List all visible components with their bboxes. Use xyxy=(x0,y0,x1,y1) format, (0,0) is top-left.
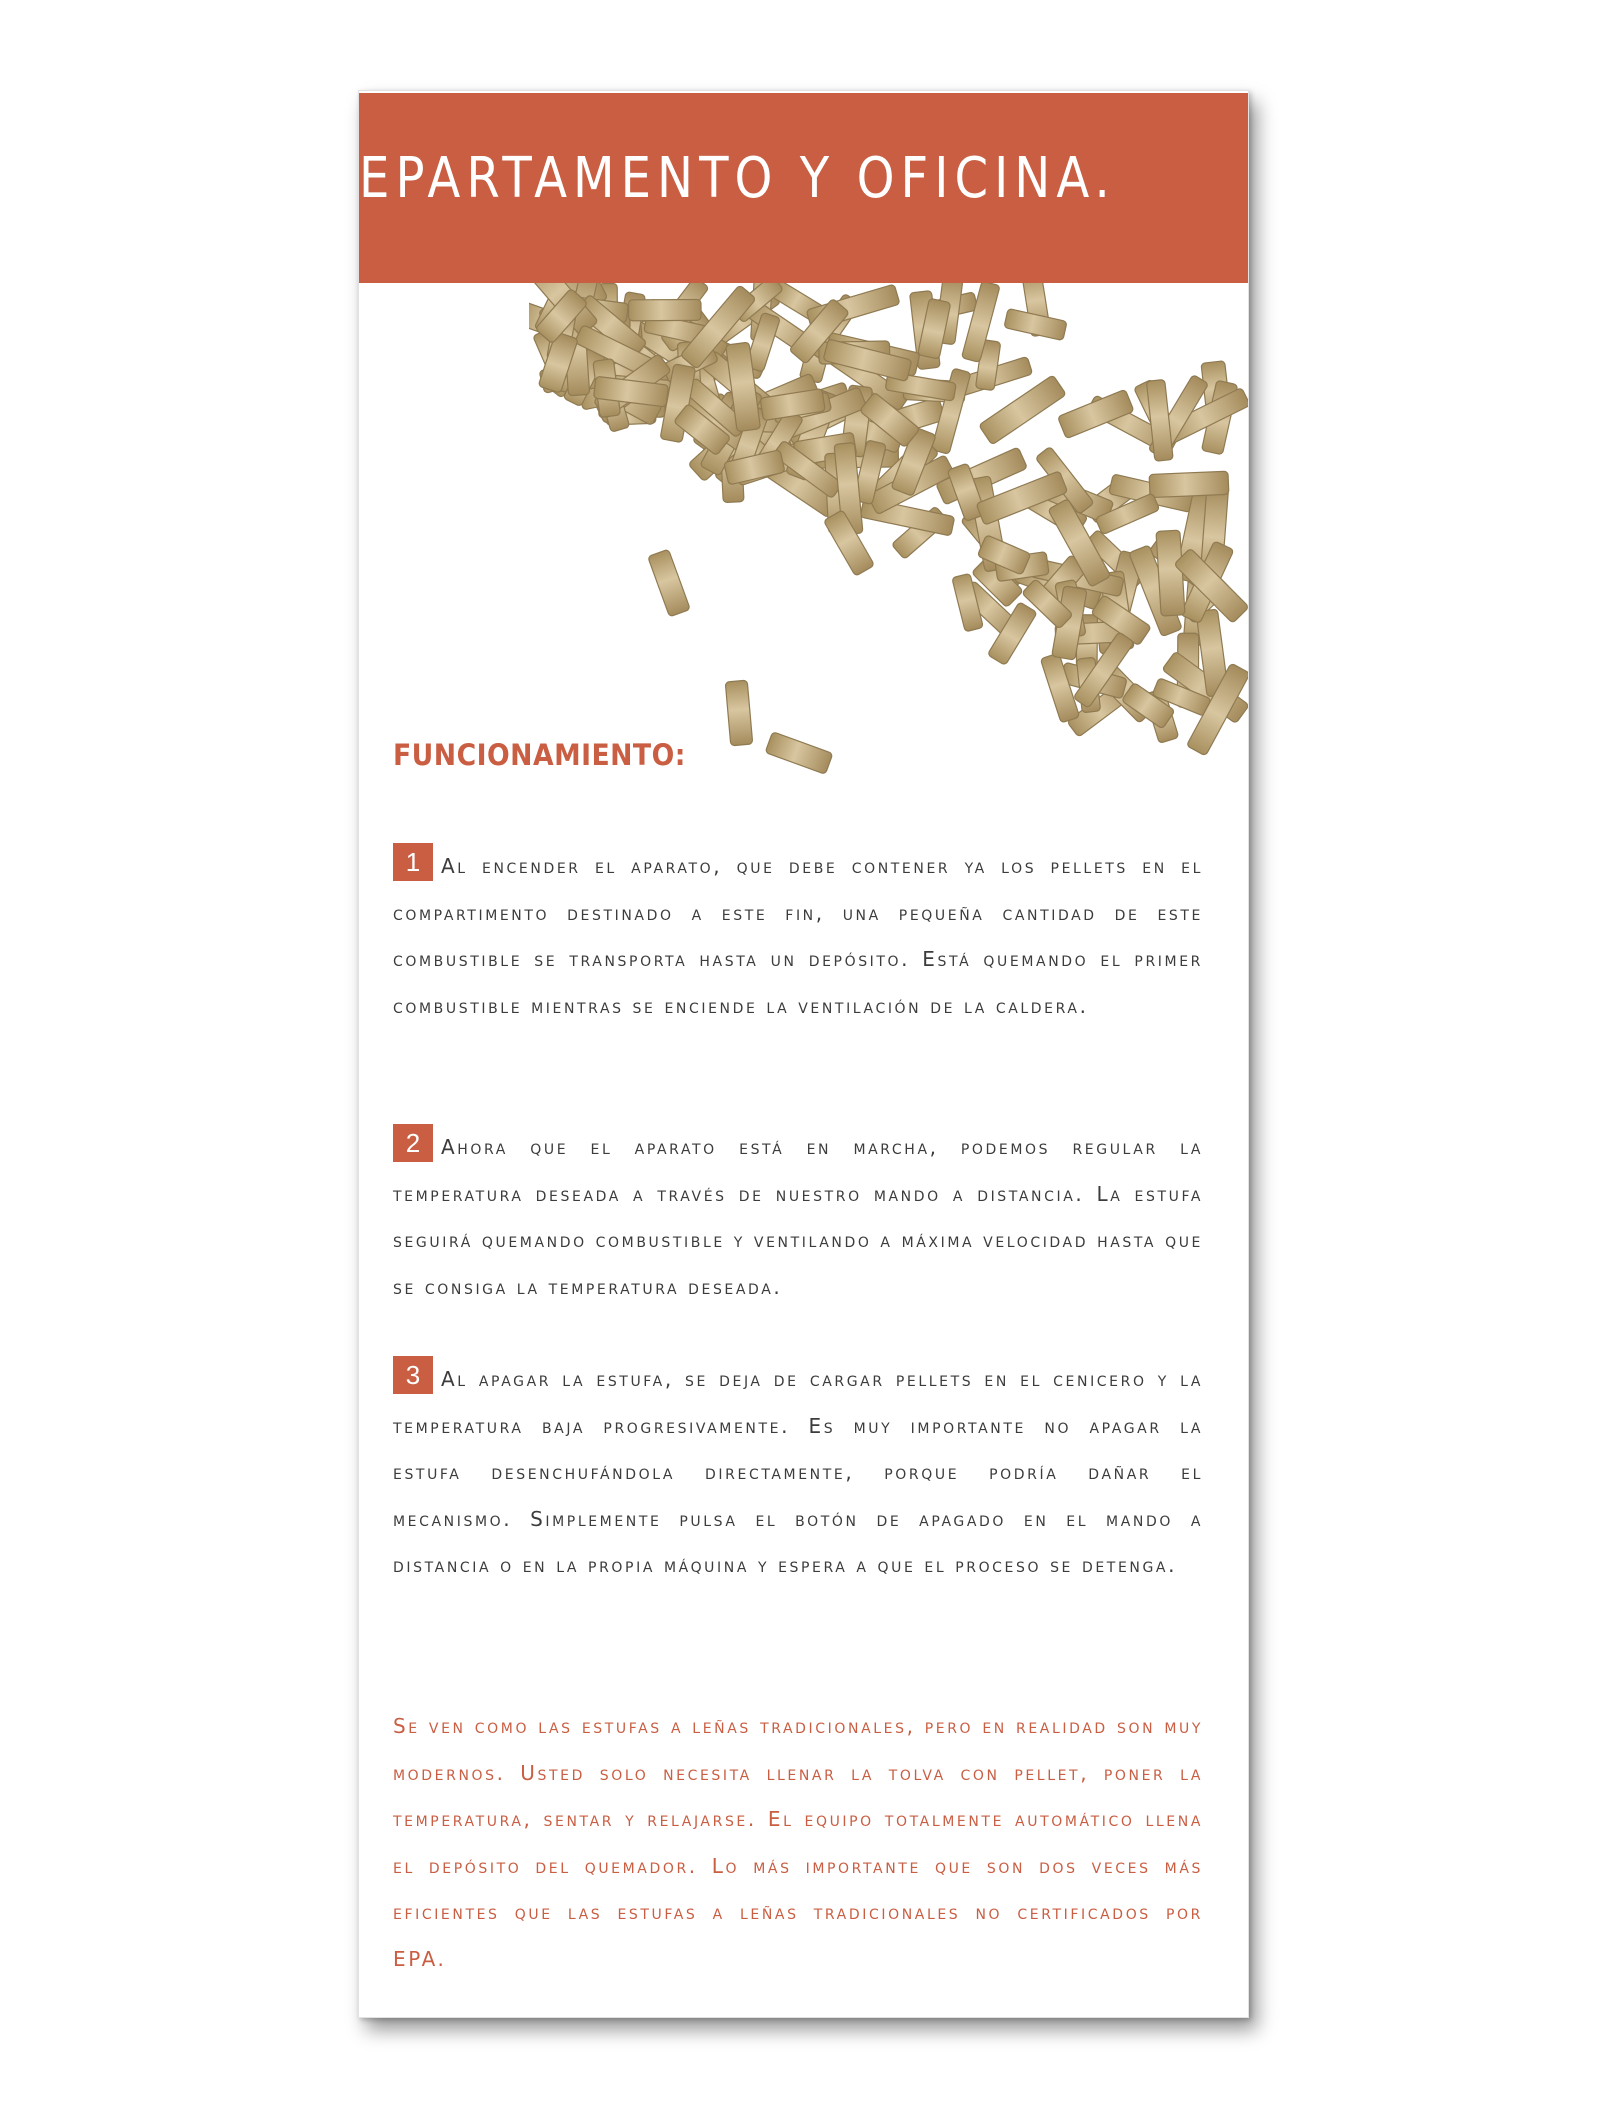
step-3 xyxy=(393,1356,1203,1589)
step-number-badge: 2 xyxy=(393,1124,433,1162)
closing-paragraph: Se ven como las estufas a leñas tradicionales, pero en realidad son muy modernos. Usted solo necesita llenar la tolva con pellet, poner la temperatura, sentar y relajarse. El equipo totalmente automático llena el depósito del quemador. Lo más importante que son dos veces más eficientes que las estufas a leñas tradicionales no certificados por EPA. xyxy=(393,1714,1203,1971)
brochure-card xyxy=(358,90,1249,2018)
pellet-shape xyxy=(725,680,752,746)
section-heading: FUNCIONAMIENTO: xyxy=(393,738,686,772)
step-number-badge: 3 xyxy=(393,1356,433,1394)
pellet-shape xyxy=(1149,471,1229,497)
pellet-shape xyxy=(765,732,833,775)
step-number-badge: 1 xyxy=(393,843,433,881)
step-2 xyxy=(393,1124,1203,1310)
wood-pellets-photo xyxy=(529,283,1248,813)
pellet-shape xyxy=(1040,653,1079,723)
step-text: Ahora que el aparato está en marcha, podemos regular la temperatura deseada a través de nuestro mando a distancia. La estufa seguirá quemando combustible y ventilando a máxima velocidad hasta que se consiga la temperatura deseada. xyxy=(393,1135,1203,1299)
pellet-shape xyxy=(629,299,702,320)
step-1 xyxy=(393,843,1203,1029)
title-band xyxy=(359,93,1248,283)
pellet-shape xyxy=(1156,530,1185,616)
pellet-shape xyxy=(648,549,691,617)
page-title: EPARTAMENTO Y OFICINA. xyxy=(359,146,1116,211)
step-text: Al encender el aparato, que debe contener ya los pellets en el compartimento destinado a este fin, una pequeña cantidad de este combustible se transporta hasta un depósito. Está quemando el primer combustible mientras se enciende la ventilación de la caldera. xyxy=(393,854,1203,1018)
step-text: Al apagar la estufa, se deja de cargar pellets en el cenicero y la temperatura baja progresivamente. Es muy importante no apagar la estufa desenchufándola directamente, porque podría dañar el mecanismo. Simplemente pulsa el botón de apagado en el mando a distancia o en la propia máquina y espera a que el proceso se detenga. xyxy=(393,1367,1203,1577)
